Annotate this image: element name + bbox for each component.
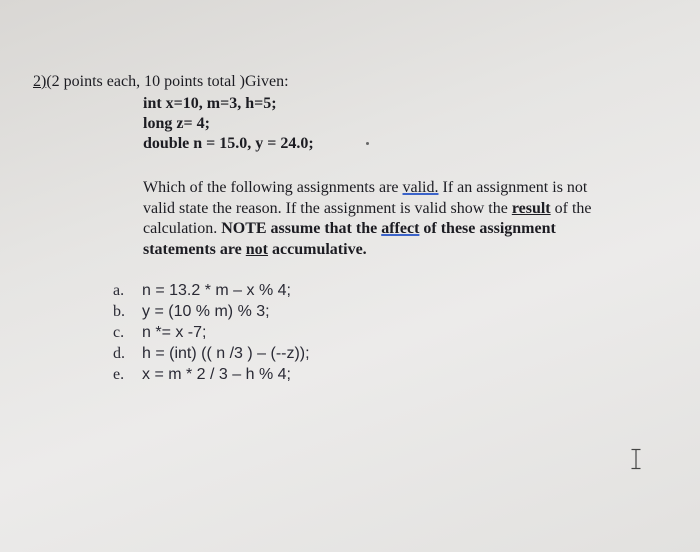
instr-text-7: statements are [143,240,246,258]
list-text: h = (int) (( n /3 ) – (--z)); [142,345,310,362]
instr-result: result [511,199,551,217]
list-item [113,302,270,322]
list-marker: e. [113,366,125,383]
instr-not: not [245,240,269,258]
instr-note: NOTE assume that the [221,220,382,237]
list-text: n *= x -7; [142,324,207,341]
given-line-int: int x=10, m=3, h=5; [143,95,277,112]
list-item [113,365,291,385]
list-marker: b. [113,303,125,320]
question-header [33,72,289,92]
instr-text-4: of the [550,199,592,217]
instructions-paragraph [143,178,683,260]
question-number: 2) [33,73,47,90]
instr-text-3: valid state the reason. If the assignment is valid show the [143,199,512,217]
list-item [113,281,291,301]
instr-text-5: calculation. [143,220,222,237]
given-line-long: long z= 4; [143,115,210,132]
stray-dot [366,142,369,145]
instr-text-6: of these assignment [419,220,556,237]
list-text: y = (10 % m) % 3; [142,303,270,320]
instr-affect: affect [381,220,420,237]
text-cursor-icon [630,448,642,470]
list-item [113,344,310,364]
instr-text-8: accumulative. [268,240,367,258]
instr-text-1: Which of the following assignments are [143,179,403,196]
list-text: n = 13.2 * m – x % 4; [142,282,291,299]
instr-text-2: If an assignment is not [438,179,588,196]
list-item [113,323,206,343]
question-points: (2 points each, 10 points total )Given: [46,73,289,90]
list-marker: d. [113,345,125,362]
list-marker: c. [113,324,125,341]
list-text: x = m * 2 / 3 – h % 4; [142,366,291,383]
list-marker: a. [113,282,125,299]
instr-valid: valid. [402,179,439,196]
given-line-double: double n = 15.0, y = 24.0; [143,135,314,152]
